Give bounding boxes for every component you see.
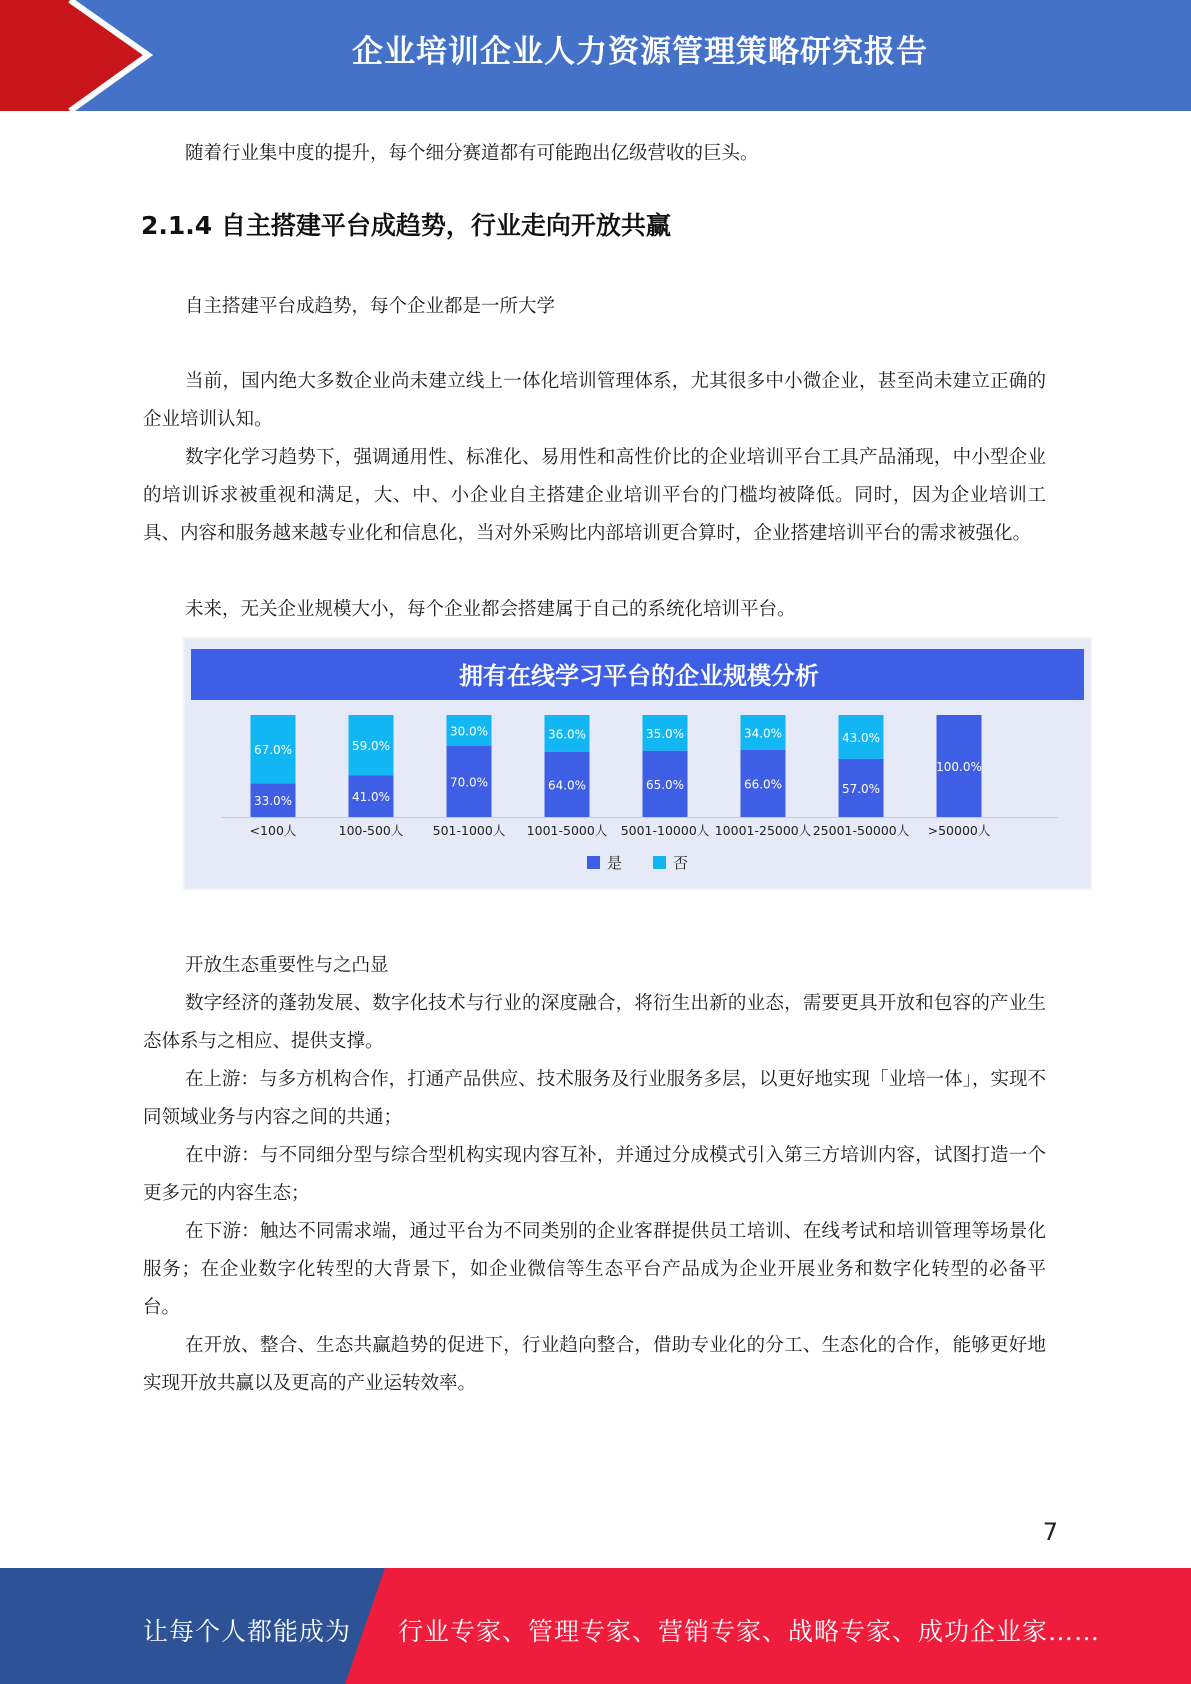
bar-data-label: 36.0% [547,727,587,742]
x-tick-label: 501-1000人 [432,823,506,838]
footer-slogan-right: 行业专家、管理专家、营销专家、战略专家、成功企业家…… [398,1617,1101,1646]
legend-swatch-no [653,856,666,869]
bar-data-label: 65.0% [645,777,685,792]
page-number: 7 [1042,1518,1058,1546]
x-tick-label: 25001-50000人 [812,823,910,838]
legend-swatch-yes [587,856,600,869]
x-tick-label: 1001-5000人 [526,823,608,838]
intro-paragraph: 随着行业集中度的提升，每个细分赛道都有可能跑出亿级营收的巨头。 [185,143,759,164]
chart-card [183,637,1092,890]
x-tick-label: 5001-10000人 [620,823,710,838]
paragraph: 数字经济的蓬勃发展、数字化技术与行业的深度融合，将衍生出新的业态，需要更具开放和包容的产业生态体系与之相应、提供支撑。 [143,993,1046,1052]
bar-data-label: 30.0% [449,724,489,739]
bar-data-label: 70.0% [449,775,489,790]
x-tick-label: 10001-25000人 [714,823,812,838]
legend-label: 否 [673,854,689,872]
stacked-bar-chart [185,639,1094,892]
paragraph: 当前，国内绝大多数企业尚未建立线上一体化培训管理体系，尤其很多中小微企业，甚至尚未建立正确的企业培训认知。 [143,371,1046,430]
section-heading: 2.1.4 自主搭建平台成趋势，行业走向开放共赢 [141,211,671,240]
subheading-platform-trend: 自主搭建平台成趋势，每个企业都是一所大学 [185,296,556,317]
bar-data-label: 33.0% [253,794,293,809]
paragraph: 未来，无关企业规模大小，每个企业都会搭建属于自己的系统化培训平台。 [185,599,796,620]
header-banner [0,0,1191,111]
x-tick-label: <100人 [249,823,297,838]
paragraph: 在上游：与多方机构合作，打通产品供应、技术服务及行业服务多层，以更好地实现「业培一体」，实现不同领域业务与内容之间的共通； [143,1069,1046,1128]
bar-data-label: 57.0% [841,781,881,796]
footer-banner [0,1568,1191,1684]
paragraph: 在开放、整合、生态共赢趋势的促进下，行业趋向整合，借助专业化的分工、生态化的合作，能够更好地实现开放共赢以及更高的产业运转效率。 [143,1335,1046,1394]
x-tick-label: >50000人 [927,823,991,838]
bar-data-label: 43.0% [841,730,881,745]
subheading-open-ecosystem: 开放生态重要性与之凸显 [185,955,389,976]
report-title: 企业培训企业人力资源管理策略研究报告 [352,34,928,70]
bar-data-label: 41.0% [351,790,391,805]
paragraph: 数字化学习趋势下，强调通用性、标准化、易用性和高性价比的企业培训平台工具产品涌现，中小型企业的培训诉求被重视和满足，大、中、小企业自主搭建企业培训平台的门槛均被降低。同时，因为企业培训工具、内容和服务越来越专业化和信息化，当对外采购比内部培训更合算时，企业搭建培训平台的需求被强化。 [143,447,1046,544]
bar-data-label: 66.0% [743,777,783,792]
bar-data-label: 35.0% [645,726,685,741]
x-tick-label: 100-500人 [338,823,404,838]
bar-data-label: 67.0% [253,743,293,758]
bar-data-label: 34.0% [743,726,783,741]
paragraph: 在中游：与不同细分型与综合型机构实现内容互补，并通过分成模式引入第三方培训内容，试图打造一个更多元的内容生态； [143,1145,1046,1204]
bar-data-label: 59.0% [351,739,391,754]
footer-slogan-left: 让每个人都能成为 [143,1617,352,1646]
legend-label: 是 [607,854,623,872]
paragraph: 在下游：触达不同需求端，通过平台为不同类别的企业客群提供员工培训、在线考试和培训管理等场景化服务；在企业数字化转型的大背景下，如企业微信等生态平台产品成为企业开展业务和数字化转型的必备平台。 [143,1221,1046,1318]
bar-data-label: 100.0% [936,760,982,774]
bar-data-label: 64.0% [547,778,587,793]
chart-title: 拥有在线学习平台的企业规模分析 [459,662,819,690]
